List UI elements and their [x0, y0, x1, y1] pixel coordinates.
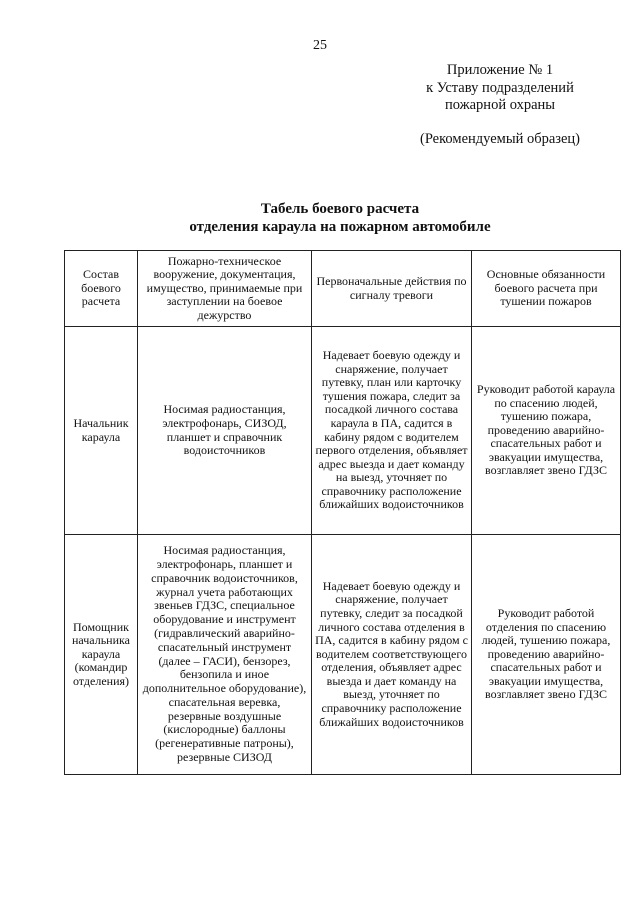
- header-cell-crew: Состав боевого расчета: [65, 251, 138, 327]
- cell-duties: Руководит работой караула по спасению людей, тушению пожара, проведению аварийно-спасательных работ и эвакуации имущества, возглавляет звено ГДЗС: [472, 327, 621, 535]
- table-header-row: [65, 251, 621, 327]
- header-cell-equipment: Пожарно-техническое вооружение, документация, имущество, принимаемые при заступлении на боевое дежурство: [138, 251, 312, 327]
- table-row: [65, 327, 621, 535]
- sample-note: (Рекомендуемый образец): [419, 131, 581, 147]
- cell-alarm-actions: Надевает боевую одежду и снаряжение, получает путевку, следит за посадкой личного состава отделения в ПА, садится в кабину рядом с водителем соответствующего отделения, объявляет адрес выезда и дает команду на выезд, уточняет по справочнику расположение ближайших водоисточников: [312, 535, 472, 775]
- document-title: [60, 200, 620, 236]
- appendix-line-1: Приложение № 1: [446, 62, 554, 78]
- appendix-line-2: к Уставу подразделений: [426, 79, 574, 96]
- cell-duties: Руководит работой отделения по спасению людей, тушению пожара, проведению аварийно-спасательных работ и эвакуации имущества, возглавляет звено ГДЗС: [472, 535, 621, 775]
- title-line-1: Табель боевого расчета: [260, 201, 420, 217]
- page-number: 25: [313, 38, 327, 53]
- cell-equipment: Носимая радиостанция, электрофонарь, планшет и справочник водоисточников, журнал учета работающих звеньев ГДЗС, специальное оборудование и инструмент (гидравлический аварийно-спасательный инструмент (далее – ГАСИ), бензорез, бензопила и иное дополнительное оборудование), спасательная веревка, резервные воздушные (кислородные) баллоны (регенеративные патроны), резервные СИЗОД: [138, 535, 312, 775]
- cell-equipment: Носимая радиостанция, электрофонарь, СИЗОД, планшет и справочник водоисточников: [138, 327, 312, 535]
- table-row: [65, 535, 621, 775]
- duty-roster-table: [64, 250, 621, 775]
- appendix-header: [400, 62, 600, 115]
- title-line-2: отделения караула на пожарном автомобиле: [189, 219, 491, 235]
- appendix-line-3: пожарной охраны: [444, 97, 556, 113]
- cell-role: Начальник караула: [65, 327, 138, 535]
- header-cell-alarm-actions: Первоначальные действия по сигналу тревоги: [312, 251, 472, 327]
- cell-role: Помощник начальника караула (командир отделения): [65, 535, 138, 775]
- header-cell-duties: Основные обязанности боевого расчета при тушении пожаров: [472, 251, 621, 327]
- cell-alarm-actions: Надевает боевую одежду и снаряжение, получает путевку, план или карточку тушения пожара, следит за посадкой личного состава караула в ПА, садится в кабину рядом с водителем первого отделения, объявляет адрес выезда и дает команду на выезд, уточняет по справочнику расположение ближайших водоисточников: [312, 327, 472, 535]
